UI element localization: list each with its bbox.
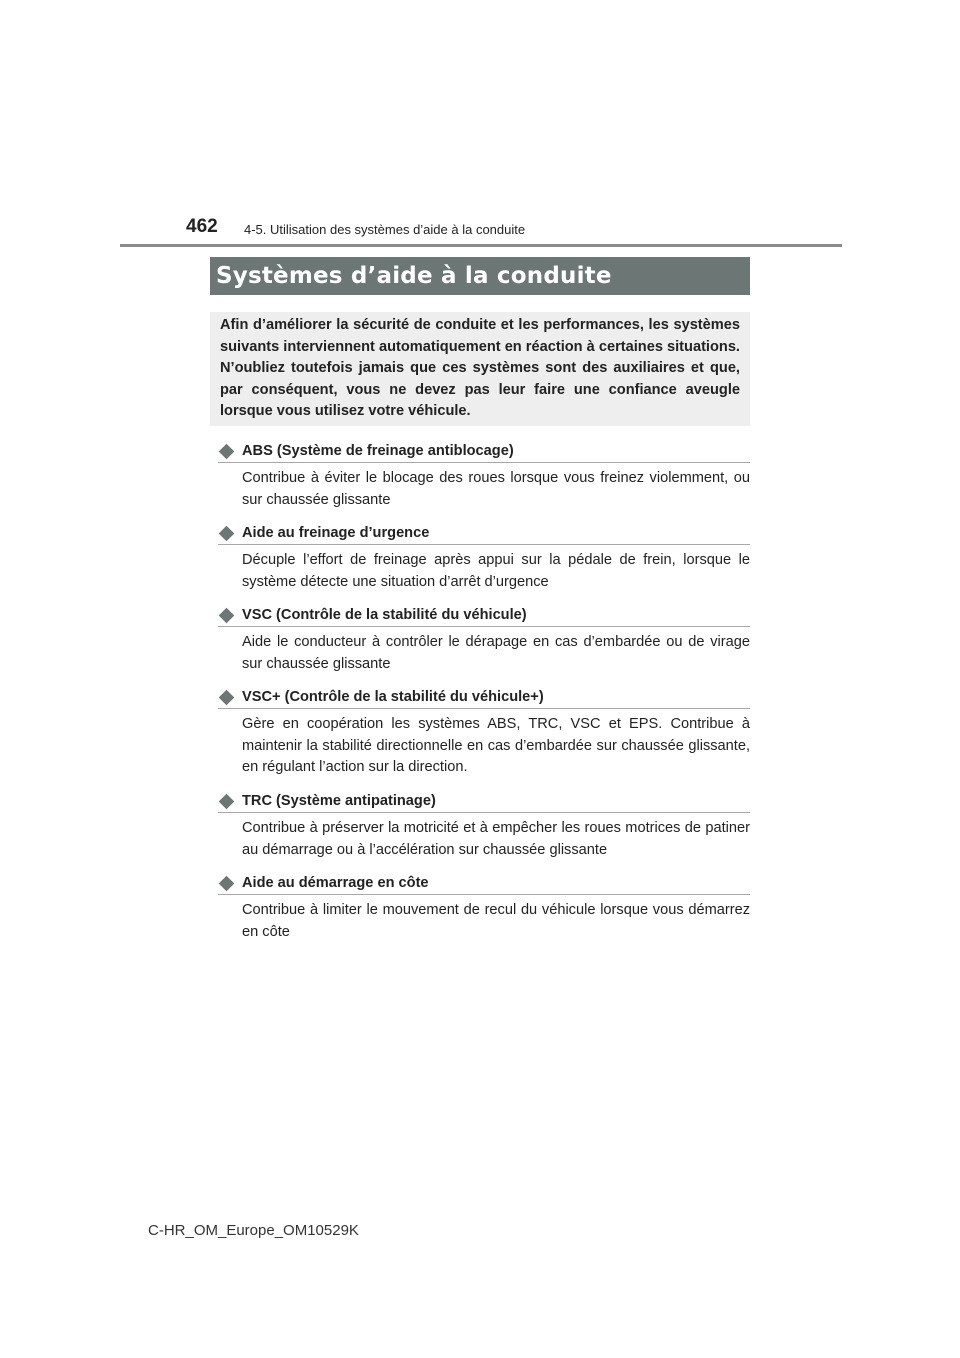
- feature-trc: [218, 790, 750, 872]
- feature-list: [218, 440, 750, 954]
- feature-description: Gère en coopération les systèmes ABS, TRC, VSC et EPS. Contribue à maintenir la stabilité directionnelle en cas d’embardée sur chaussée glissante, en régulant l’action sur la direction.: [242, 716, 750, 775]
- diamond-bullet-icon: [219, 875, 235, 891]
- feature-heading: [218, 686, 750, 709]
- feature-heading: [218, 440, 750, 463]
- feature-abs: [218, 440, 750, 522]
- feature-description: Contribue à éviter le blocage des roues lorsque vous freinez violemment, ou sur chaussée glissante: [242, 470, 750, 508]
- feature-title: TRC (Système antipatinage): [242, 793, 436, 809]
- feature-brake-assist: [218, 522, 750, 604]
- header-divider: [120, 244, 842, 247]
- feature-title: Aide au démarrage en côte: [242, 875, 429, 891]
- feature-vsc-plus: [218, 686, 750, 790]
- diamond-bullet-icon: [219, 793, 235, 809]
- feature-title: VSC+ (Contrôle de la stabilité du véhicule+): [242, 689, 544, 705]
- feature-hill-start: [218, 872, 750, 954]
- title-bar: [210, 257, 750, 295]
- feature-heading: [218, 790, 750, 813]
- feature-heading: [218, 522, 750, 545]
- feature-heading: [218, 604, 750, 627]
- feature-description: Décuple l’effort de freinage après appui sur la pédale de frein, lorsque le système détecte une situation d’arrêt d’urgence: [242, 552, 750, 590]
- feature-description: Contribue à préserver la motricité et à empêcher les roues motrices de patiner au démarrage ou à l’accélération sur chaussée glissante: [242, 820, 750, 858]
- feature-vsc: [218, 604, 750, 686]
- feature-title: ABS (Système de freinage antiblocage): [242, 443, 514, 459]
- diamond-bullet-icon: [219, 443, 235, 459]
- diamond-bullet-icon: [219, 607, 235, 623]
- diamond-bullet-icon: [219, 525, 235, 541]
- intro-box: [210, 312, 750, 426]
- page-number: 462: [186, 216, 218, 237]
- feature-title: Aide au freinage d’urgence: [242, 525, 430, 541]
- page-title: Systèmes d’aide à la conduite: [216, 263, 612, 289]
- document-code: C-HR_OM_Europe_OM10529K: [148, 1222, 359, 1239]
- diamond-bullet-icon: [219, 689, 235, 705]
- section-header: 4-5. Utilisation des systèmes d’aide à la conduite: [244, 222, 526, 237]
- feature-description: Aide le conducteur à contrôler le dérapage en cas d’embardée ou de virage sur chaussée glissante: [242, 634, 750, 672]
- feature-description: Contribue à limiter le mouvement de recul du véhicule lorsque vous démarrez en côte: [242, 902, 750, 940]
- intro-text: Afin d’améliorer la sécurité de conduite et les performances, les systèmes suivants interviennent automatiquement en réaction à certaines situations. N’oubliez toutefois jamais que ces systèmes sont des auxiliaires et que, par conséquent, vous ne devez pas leur faire une confiance aveugle lorsque vous utilisez votre véhicule.: [220, 317, 740, 419]
- feature-heading: [218, 872, 750, 895]
- feature-title: VSC (Contrôle de la stabilité du véhicule): [242, 607, 527, 623]
